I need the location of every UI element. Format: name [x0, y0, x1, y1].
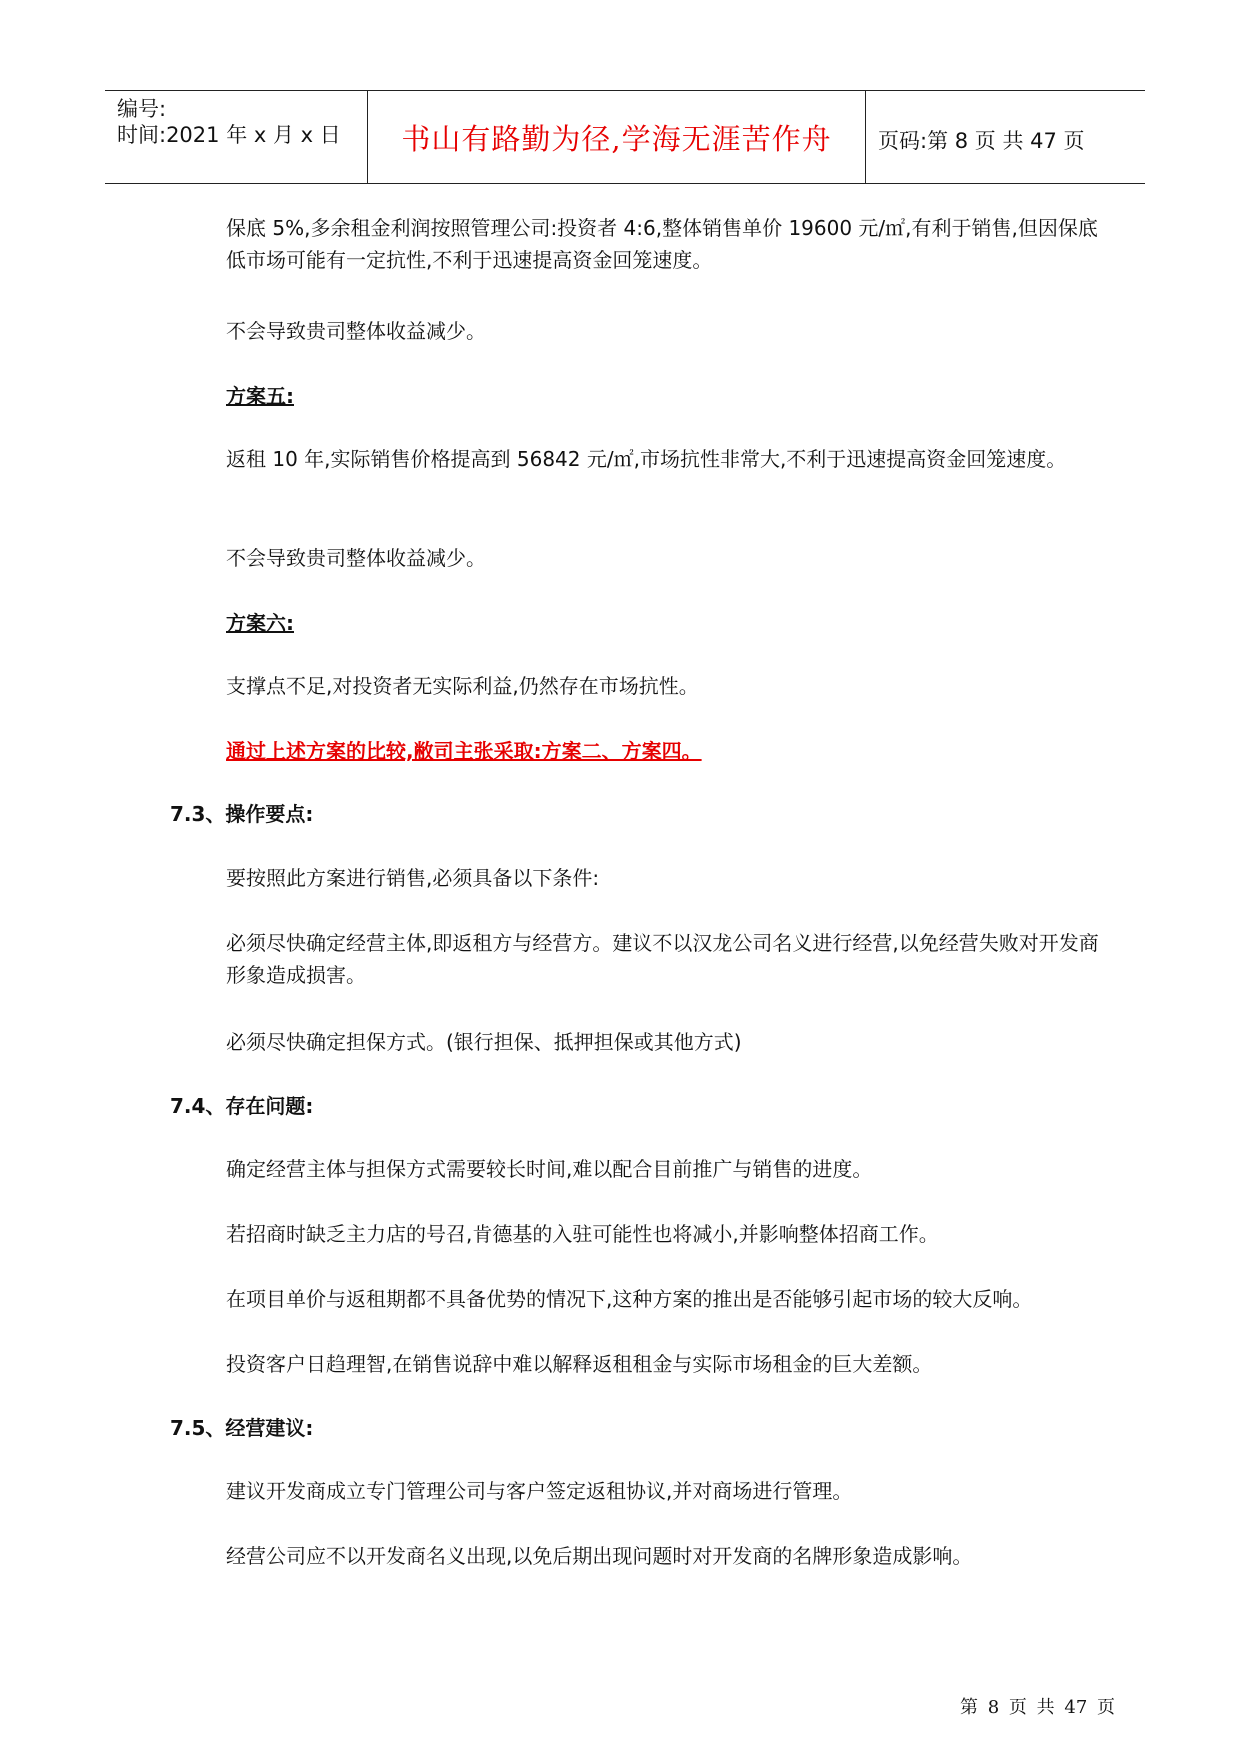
paragraph: 不会导致贵司整体收益减少。 — [226, 319, 486, 343]
paragraph: 保底 5%,多余租金利润按照管理公司:投资者 4:6,整体销售单价 19600 元/㎡,有利于销售,但因保底低市场可能有一定抗性,不利于迅速提高资金回笼速度。 — [226, 216, 1098, 272]
paragraph: 必须尽快确定担保方式。(银行担保、抵押担保或其他方式) — [226, 1030, 742, 1054]
section-heading-7-3: 7.3、操作要点: — [170, 802, 314, 826]
heading-plan-six-title: 方案六 — [226, 611, 286, 635]
document-header — [105, 90, 1145, 184]
header-motto: 书山有路勤为径,学海无涯苦作舟 — [401, 122, 832, 156]
header-meta-cell — [105, 91, 368, 183]
heading-plan-five-title: 方案五 — [226, 384, 286, 408]
section-heading-7-5: 7.5、经营建议: — [170, 1416, 314, 1440]
paragraph: 不会导致贵司整体收益减少。 — [226, 546, 486, 570]
heading-colon: : — [286, 384, 294, 408]
paragraph: 在项目单价与返租期都不具备优势的情况下,这种方案的推出是否能够引起市场的较大反响。 — [226, 1287, 1033, 1311]
heading-plan-six — [226, 607, 294, 636]
page-footer: 第 8 页 共 47 页 — [960, 1697, 1115, 1718]
paragraph: 必须尽快确定经营主体,即返租方与经营方。建议不以汉龙公司名义进行经营,以免经营失败对开发商形象造成损害。 — [226, 931, 1099, 987]
paragraph: 经营公司应不以开发商名义出现,以免后期出现问题时对开发商的名牌形象造成影响。 — [226, 1544, 973, 1568]
paragraph: 支撑点不足,对投资者无实际利益,仍然存在市场抗性。 — [226, 674, 699, 698]
document-number-label: 编号: — [117, 97, 167, 121]
document-time-label: 时间:2021 年 x 月 x 日 — [117, 123, 341, 147]
conclusion-text: 通过上述方案的比较,敝司主张采取:方案二、方案四。 — [226, 739, 702, 763]
paragraph: 返租 10 年,实际销售价格提高到 56842 元/㎡,市场抗性非常大,不利于迅速提高资金回笼速度。 — [226, 447, 1067, 471]
header-motto-cell — [368, 91, 866, 183]
paragraph: 要按照此方案进行销售,必须具备以下条件: — [226, 866, 600, 890]
heading-colon: : — [286, 611, 294, 635]
paragraph: 建议开发商成立专门管理公司与客户签定返租协议,并对商场进行管理。 — [226, 1479, 853, 1503]
paragraph: 投资客户日趋理智,在销售说辞中难以解释返租租金与实际市场租金的巨大差额。 — [226, 1352, 933, 1376]
heading-plan-five — [226, 380, 294, 409]
paragraph: 确定经营主体与担保方式需要较长时间,难以配合目前推广与销售的进度。 — [226, 1157, 873, 1181]
paragraph: 若招商时缺乏主力店的号召,肯德基的入驻可能性也将减小,并影响整体招商工作。 — [226, 1222, 939, 1246]
section-heading-7-4: 7.4、存在问题: — [170, 1094, 314, 1118]
header-page-cell — [866, 91, 1145, 183]
header-page-code: 页码:第 8 页 共 47 页 — [878, 129, 1085, 153]
